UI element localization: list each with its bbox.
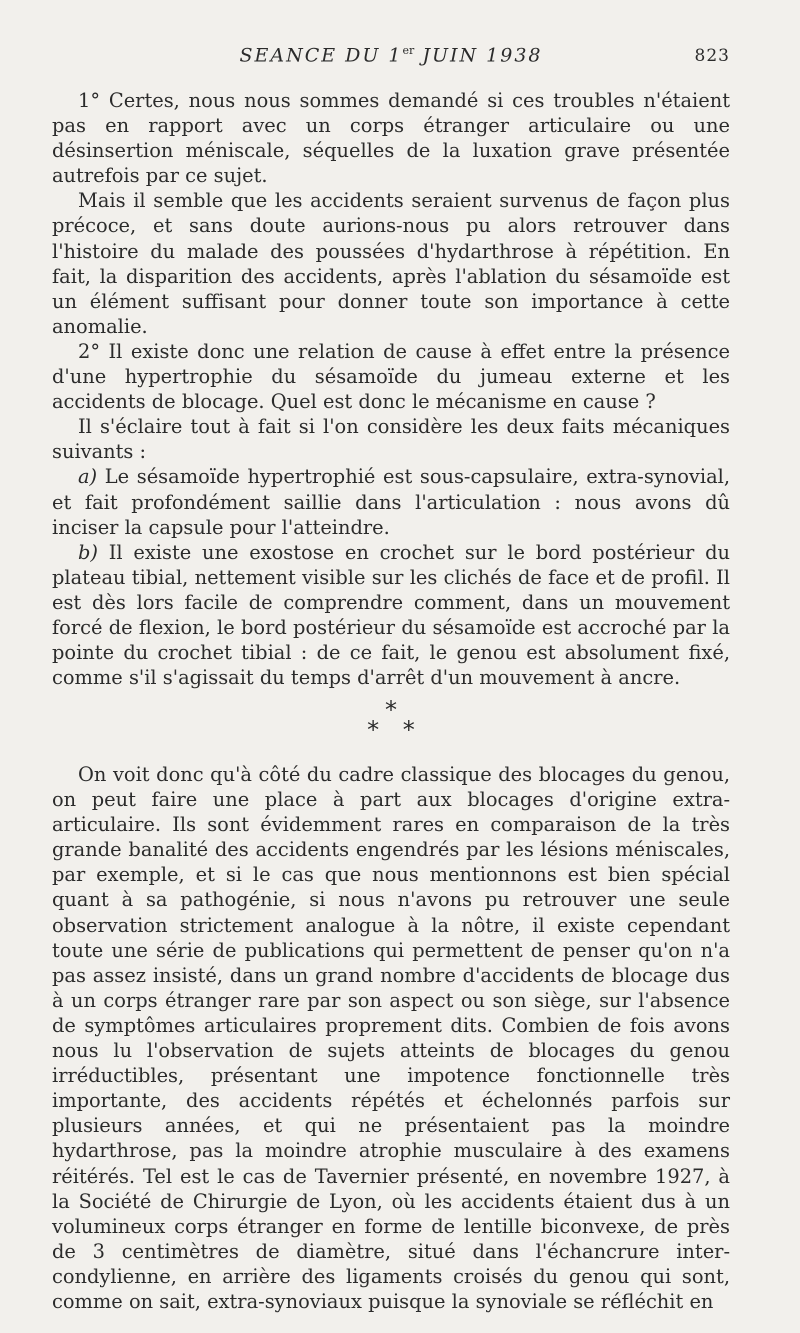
running-head-post: JUIN 1938 <box>414 44 543 67</box>
item-text-b: Il existe une exostose en crochet sur le bord postérieur du plateau tibial, nettement visible sur les clichés de face et de profil. Il est dès lors facile de comprendre comment, dans un mouvement forcé de flexion, le bord postérieur du sésamoïde est accroché par la pointe du crochet tibial : de ce fait, le genou est absolument fixé, comme s'il s'agissait du temps d'arrêt d'un mouvement à ancre. <box>52 540 730 690</box>
paragraph-7: On voit donc qu'à côté du cadre classique des blocages du genou, on peut faire une place à part aux blocages d'origine extra-articulaire. Ils sont évidemment rares en comparaison de la très grande banalité des accidents engendrés par les lésions méniscales, par exemple, et si le cas que nous mentionnons est bien spécial quant à sa pathogénie, si nous n'avons pu retrouver une seule observation strictement analogue à la nôtre, il existe cependant toute une série de publications qui permettent de penser qu'on n'a pas assez insisté, dans un grand nombre d'accidents de blocage dus à un corps étranger rare par son aspect ou son siège, sur l'absence de symptômes articulaires proprement dits. Combien de fois avons nous lu l'observation de sujets atteints de blocages du genou irréductibles, présentant une impotence fonctionnelle très importante, des accidents répétés et échelonnés parfois sur plusieurs années, et qui ne présentaient pas la moindre hydarthrose, pas la moindre atrophie musculaire à des examens réitérés. Tel est le cas de Tavernier présenté, en novembre 1927, à la Société de Chirurgie de Lyon, où les accidents étaient dus à un volumineux corps étranger en forme de lentille biconvexe, de près de 3 centimètres de diamètre, situé dans l'échancrure inter-condylienne, en arrière des ligaments croisés du genou qui sont, comme on sait, extra-synoviaux puisque la synoviale se réfléchit en <box>52 763 730 1313</box>
asterism-separator <box>52 696 730 744</box>
section-2 <box>52 762 730 1314</box>
running-head-sup: er <box>402 44 415 57</box>
paragraph-6 <box>52 540 730 691</box>
page-number: 823 <box>694 46 730 66</box>
running-head-pre: SEANCE DU 1 <box>239 44 403 67</box>
section-1 <box>52 88 730 690</box>
paragraph-4: Il s'éclaire tout à fait si l'on considère les deux faits mécaniques suivants : <box>52 415 730 464</box>
running-head <box>52 44 730 66</box>
asterism-top: * <box>385 696 397 724</box>
paragraph-2: Mais il semble que les accidents seraient survenus de façon plus précoce, et sans doute aurions-nous pu alors retrouver dans l'histoire du malade des poussées d'hydarthrose à répétition. En fait, la disparition des accidents, après l'ablation du sésamoïde est un élément suffisant pour donner toute son importance à cette anomalie. <box>52 189 730 338</box>
paragraph-5 <box>52 464 730 539</box>
item-label-a: a) <box>78 465 98 489</box>
item-label-b: b) <box>78 540 98 564</box>
asterism-bottom: * * <box>367 716 423 744</box>
item-text-a: Le sésamoïde hypertrophié est sous-capsulaire, extra-synovial, et fait profondément saillie dans l'articulation : nous avons dû inciser la capsule pour l'atteindre. <box>52 465 730 539</box>
page-header <box>52 44 730 74</box>
paragraph-3: 2° Il existe donc une relation de cause à effet entre la présence d'une hypertrophie du sésamoïde du jumeau externe et les accidents de blocage. Quel est donc le mécanisme en cause ? <box>52 339 730 414</box>
paragraph-1: 1° Certes, nous nous sommes demandé si ces troubles n'étaient pas en rapport avec un corps étranger articulaire ou une désinsertion méniscale, séquelles de la luxation grave présentée autrefois par ce sujet. <box>52 89 730 188</box>
